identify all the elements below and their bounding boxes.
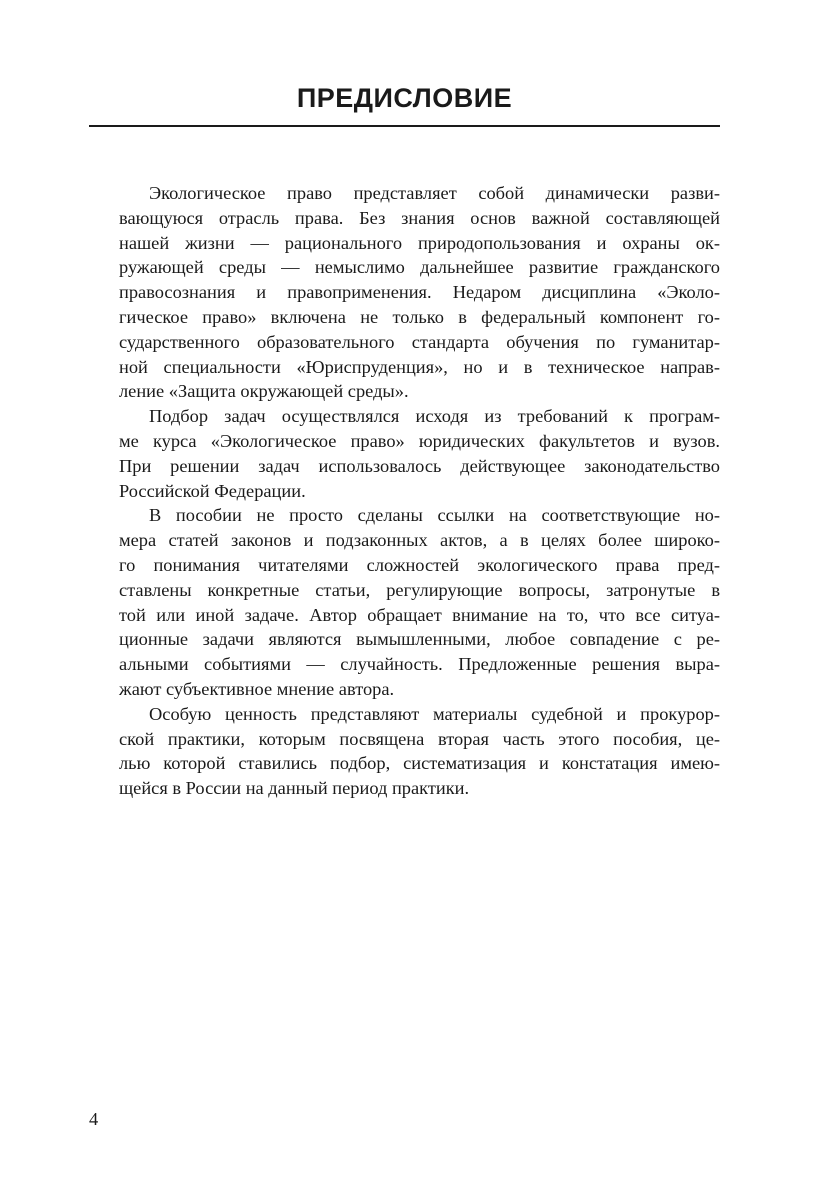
text-line: При решении задач использовалось действующее законодательство (119, 455, 720, 476)
text-line: ной специальности «Юриспруденция», но и в техническое направ- (119, 356, 720, 377)
text-line: Особую ценность представляют материалы судебной и прокурор- (149, 703, 720, 724)
text-line: ставлены конкретные статьи, регулирующие вопросы, затронутые в (119, 579, 720, 600)
page-title: ПРЕДИСЛОВИЕ (296, 83, 513, 113)
text-line: ской практики, которым посвящена вторая часть этого пособия, це- (119, 728, 720, 749)
text-line: щейся в России на данный период практики. (119, 778, 470, 799)
paragraph-3 (89, 503, 720, 701)
text-line: гическое право» включена не только в федеральный компонент го- (119, 306, 720, 327)
text-line: сударственного образовательного стандарта обучения по гуманитар- (119, 331, 720, 352)
text-line: лью которой ставились подбор, систематизация и констатация имею- (119, 753, 720, 774)
text-line: ме курса «Экологическое право» юридических факультетов и вузов. (119, 430, 720, 451)
text-line: Подбор задач осуществлялся исходя из требований к програм- (149, 406, 720, 427)
text-line: ление «Защита окружающей среды». (119, 381, 409, 402)
text-line: жают субъективное мнение автора. (119, 678, 395, 699)
text-line: той или иной задаче. Автор обращает внимание на то, что все ситуа- (119, 604, 720, 625)
text-line: Экологическое право представляет собой динамически разви- (149, 183, 720, 203)
text-line: ционные задачи являются вымышленными, любое совпадение с ре- (119, 629, 720, 650)
body-text (89, 181, 720, 801)
text-line: нашей жизни — рационального природопользования и охраны ок- (119, 232, 720, 253)
page-number: 4 (89, 1109, 99, 1129)
text-line: Российской Федерации. (119, 480, 306, 501)
paragraph-1 (89, 181, 720, 404)
title-rule (89, 125, 720, 127)
paragraph-4 (89, 702, 720, 801)
text-line: го понимания читателями сложностей экологического права пред- (119, 554, 720, 575)
text-line: ружающей среды — немыслимо дальнейшее развитие гражданского (119, 257, 720, 278)
text-line: мера статей законов и подзаконных актов, а в целях более широко- (119, 530, 720, 551)
text-line: В пособии не просто сделаны ссылки на соответствующие но- (149, 505, 720, 526)
text-line: вающуюся отрасль права. Без знания основ важной составляющей (119, 207, 720, 228)
text-line: альными событиями — случайность. Предложенные решения выра- (119, 654, 720, 675)
paragraph-2 (89, 404, 720, 503)
text-line: правосознания и правоприменения. Недаром дисциплина «Эколо- (119, 282, 720, 303)
